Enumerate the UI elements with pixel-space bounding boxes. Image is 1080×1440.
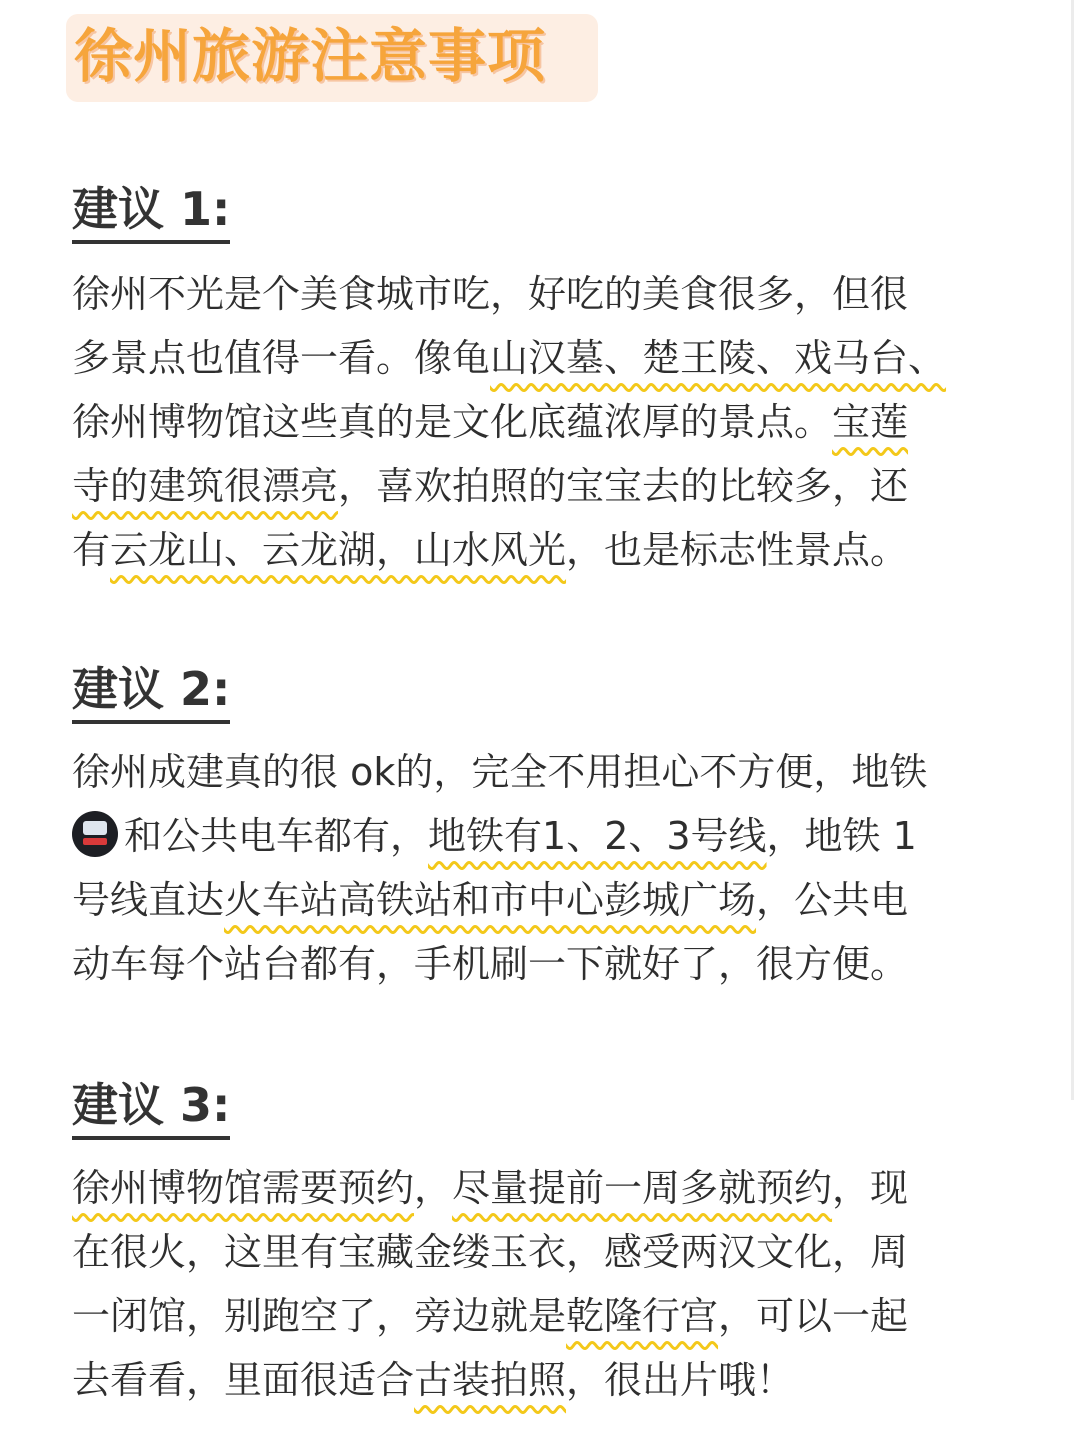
- text-segment: 有: [72, 528, 111, 572]
- section-1-paragraph: [72, 262, 1032, 582]
- section-3-paragraph: [72, 1156, 1032, 1412]
- text-segment: 去看看，里面很适合: [72, 1358, 415, 1402]
- text-segment: 多景点也值得一看。像龟: [72, 336, 491, 380]
- text-segment: 号线直达: [72, 878, 225, 922]
- text-line: [72, 804, 917, 868]
- text-line: [72, 518, 908, 582]
- highlighted-text: 地铁有1、2、3号线: [428, 814, 767, 858]
- highlighted-text: 火车站高铁站和市中心彭城广场: [224, 878, 757, 922]
- text-line: [72, 1284, 908, 1348]
- highlighted-text: 云龙山、云龙湖，山水风光: [110, 528, 567, 572]
- text-segment: ，很出片哦！: [566, 1358, 795, 1402]
- section-3-heading: 建议 3:: [72, 1076, 230, 1140]
- highlighted-text: 乾隆行宫: [566, 1294, 719, 1338]
- text-segment: 徐州不光是个美食城市吃，好吃的美食很多，但很: [72, 272, 909, 316]
- highlighted-text: 山汉墓、楚王陵、戏马台、: [490, 336, 947, 380]
- text-segment: 动车每个站台都有，手机刷一下就好了，很方便。: [72, 942, 909, 986]
- text-segment: ，可以一起: [718, 1294, 909, 1338]
- text-segment: 徐州成建真的很 ok的，完全不用担心不方便，地铁: [72, 750, 928, 794]
- text-line: [72, 868, 908, 932]
- metro-icon: [72, 811, 118, 857]
- text-line: [72, 1156, 908, 1220]
- highlighted-text: 徐州博物馆需要预约: [72, 1166, 415, 1210]
- text-line: [72, 740, 927, 804]
- text-segment: 一闭馆，别跑空了，旁边就是: [72, 1294, 567, 1338]
- text-segment: ，现: [832, 1166, 909, 1210]
- text-line: [72, 326, 946, 390]
- section-2-heading: 建议 2:: [72, 660, 230, 724]
- text-line: [72, 1220, 908, 1284]
- section-2-paragraph: [72, 740, 1032, 996]
- text-segment: ，地铁 1: [766, 814, 917, 858]
- highlighted-text: 尽量提前一周多就预约: [452, 1166, 833, 1210]
- page-title: 徐州旅游注意事项: [74, 22, 547, 90]
- text-segment: ，喜欢拍照的宝宝去的比较多，还: [338, 464, 909, 508]
- text-line: [72, 932, 908, 996]
- scrollbar[interactable]: [1071, 0, 1074, 1100]
- text-line: [72, 390, 908, 454]
- text-line: [72, 262, 908, 326]
- text-segment: ，: [414, 1166, 453, 1210]
- text-segment: ，公共电: [756, 878, 909, 922]
- text-line: [72, 1348, 794, 1412]
- text-segment: 在很火，这里有宝藏金缕玉衣，感受两汉文化，周: [72, 1230, 909, 1274]
- text-segment: 徐州博物馆这些真的是文化底蕴浓厚的景点。: [72, 400, 833, 444]
- highlighted-text: 寺的建筑很漂亮: [72, 464, 339, 508]
- text-segment: ，也是标志性景点。: [566, 528, 909, 572]
- highlighted-text: 宝莲: [832, 400, 909, 444]
- highlighted-text: 古装拍照: [414, 1358, 567, 1402]
- text-segment: 和公共电车都有，: [124, 814, 429, 858]
- text-line: [72, 454, 908, 518]
- section-1-heading: 建议 1:: [72, 180, 230, 244]
